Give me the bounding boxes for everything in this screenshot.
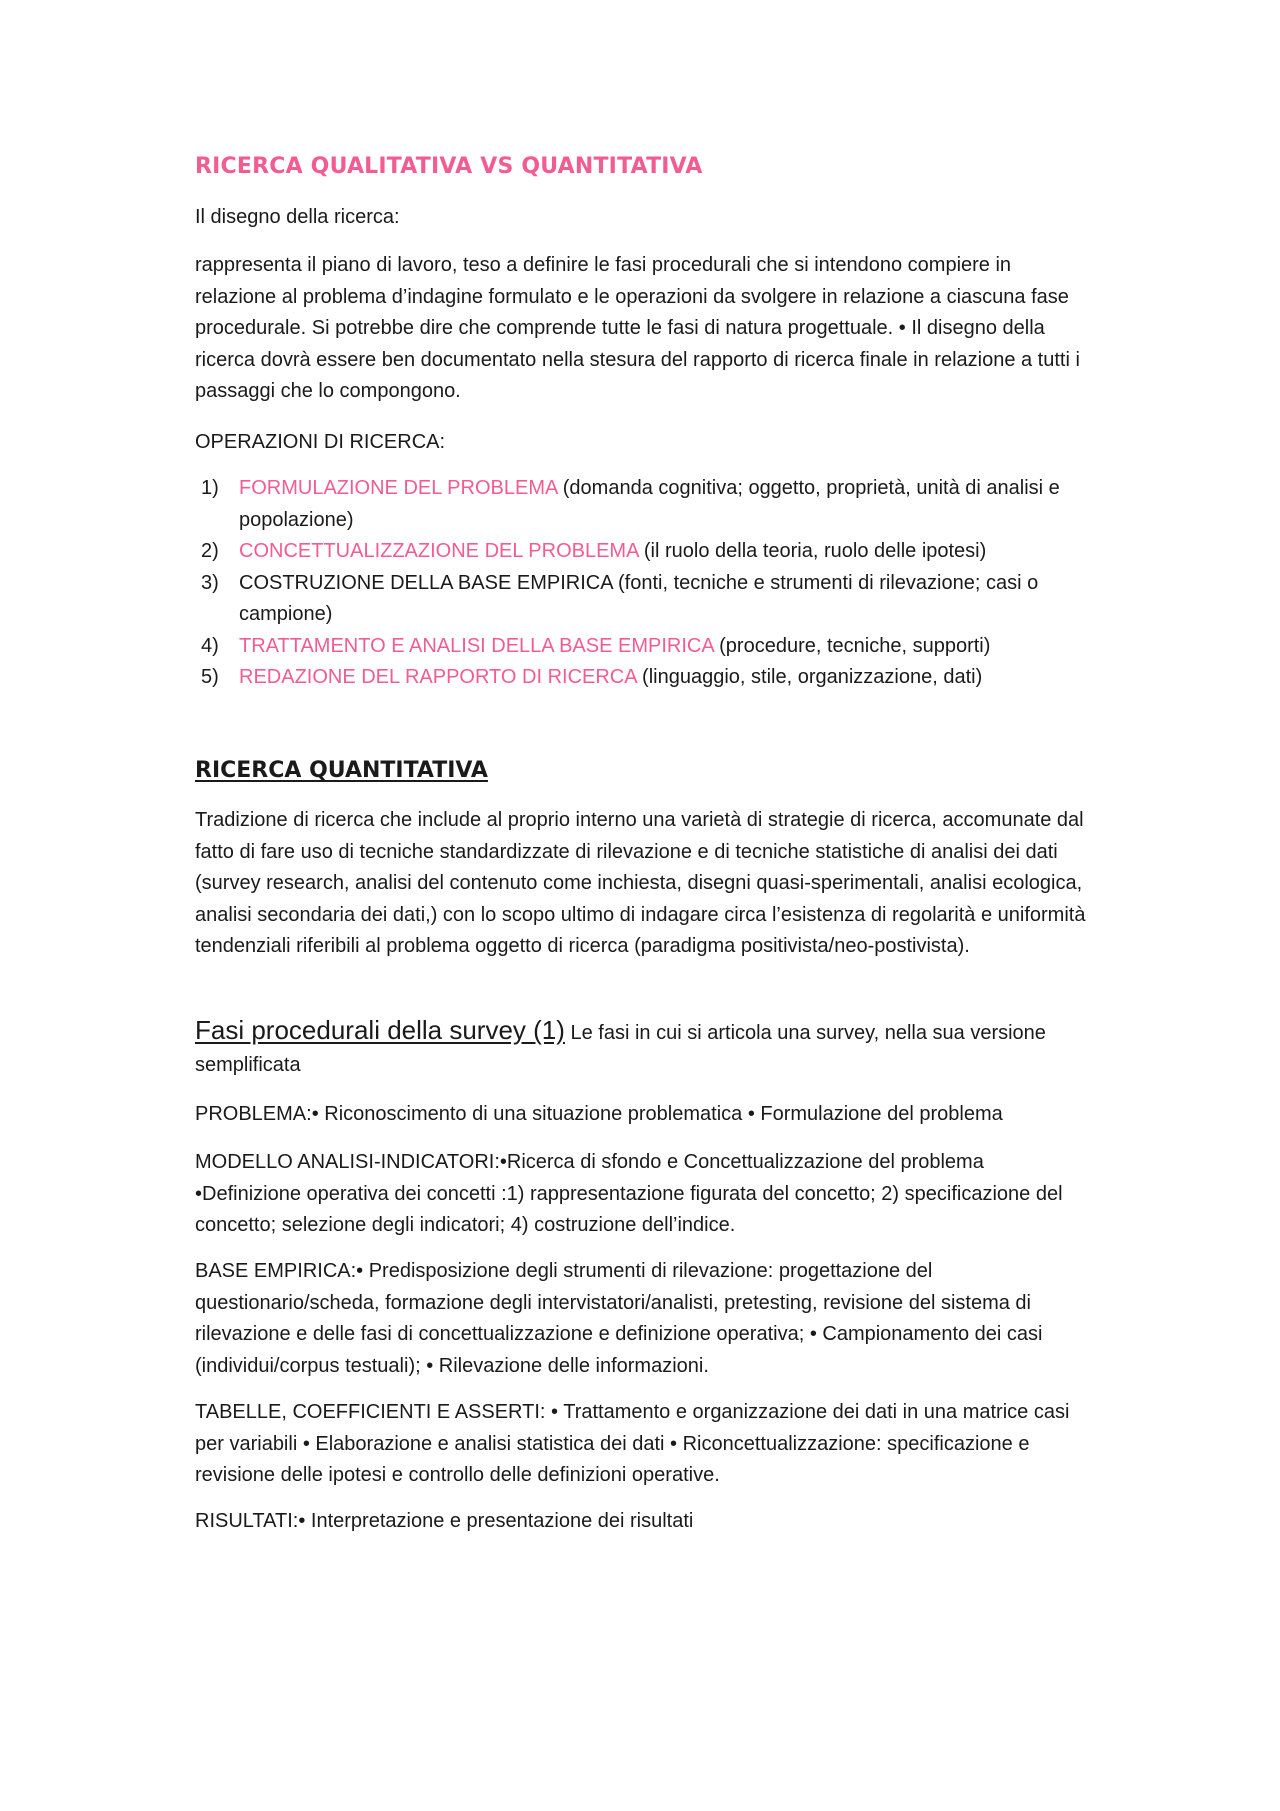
op-label: CONCETTUALIZZAZIONE DEL PROBLEMA xyxy=(239,540,639,562)
op-label: FORMULAZIONE DEL PROBLEMA xyxy=(239,477,558,499)
list-item xyxy=(195,568,1095,631)
op-detail: (domanda cognitiva; oggetto, proprietà, unità di analisi e popolazione) xyxy=(239,477,1060,531)
op-detail: (il ruolo della teoria, ruolo delle ipotesi) xyxy=(638,540,987,562)
subtitle-disegno: Il disegno della ricerca: xyxy=(195,206,400,228)
op-detail: (linguaggio, stile, organizzazione, dati) xyxy=(636,666,983,688)
paragraph-fasi xyxy=(195,1015,1095,1081)
operazioni-label: OPERAZIONI DI RICERCA: xyxy=(195,431,446,453)
list-item xyxy=(195,631,1095,663)
list-number: 2) xyxy=(201,540,219,562)
list-number: 1) xyxy=(201,477,219,499)
op-detail: (fonti, tecniche e strumenti di rilevazione; casi o campione) xyxy=(239,571,1039,625)
paragraph-problema: PROBLEMA:• Riconoscimento di una situazione problematica • Formulazione del problema xyxy=(195,1103,1003,1125)
op-label: TRATTAMENTO E ANALISI DELLA BASE EMPIRICA xyxy=(239,634,714,657)
paragraph-modello: MODELLO ANALISI-INDICATORI:•Ricerca di sfondo e Concettualizzazione del problema •Definizione operativa dei concetti :1) rappresentazione figurata del concetto; 2) specificazione del concetto; selezione degli indicatori; 4) costruzione dell’indice. xyxy=(195,1151,1063,1236)
paragraph-tabelle: TABELLE, COEFFICIENTI E ASSERTI: • Trattamento e organizzazione dei dati in una matrice casi per variabili • Elaborazione e analisi statistica dei dati • Riconcettualizzazione: specificazione e revisione delle ipotesi e controllo delle definizioni operative. xyxy=(195,1401,1070,1486)
list-item xyxy=(195,536,1095,568)
op-detail: (procedure, tecniche, supporti) xyxy=(713,634,991,657)
list-item xyxy=(195,662,1095,694)
fasi-text: Le fasi in cui si articola una survey, nella sua versione semplificata xyxy=(195,1022,1046,1076)
paragraph-base-empirica: BASE EMPIRICA:• Predisposizione degli strumenti di rilevazione: progettazione del questionario/scheda, formazione degli intervistatori/analisti, pretesting, revisione del sistema di rilevazione e delle fasi di concettualizzazione e definizione operativa; • Campionamento dei casi (individui/corpus testuali); • Rilevazione delle informazioni. xyxy=(195,1260,1043,1377)
list-number: 4) xyxy=(201,634,219,657)
paragraph-quantitativa: Tradizione di ricerca che include al proprio interno una varietà di strategie di ricerca, accomunate dal fatto di fare uso di tecniche standardizzate di rilevazione e di tecniche statistiche di analisi dei dati (survey research, analisi del contenuto come inchiesta, disegni quasi-sperimentali, analisi ecologica, analisi secondaria dei dati,) con lo scopo ultimo di indagare circa l’esistenza di regolarità e uniformità tendenziali riferibili al problema oggetto di ricerca (paradigma positivista/neo-postivista). xyxy=(195,809,1086,957)
list-number: 3) xyxy=(201,571,219,594)
list-number: 5) xyxy=(201,666,219,688)
op-label: COSTRUZIONE DELLA BASE EMPIRICA xyxy=(239,571,613,594)
paragraph-risultati: RISULTATI:• Interpretazione e presentazione dei risultati xyxy=(195,1510,694,1532)
section-title-qual-vs-quant: RICERCA QUALITATIVA VS QUANTITATIVA xyxy=(195,154,703,179)
list-item xyxy=(195,473,1095,536)
section-title-quantitativa: RICERCA QUANTITATIVA xyxy=(195,758,488,783)
operazioni-list xyxy=(195,473,1095,694)
fasi-heading: Fasi procedurali della survey (1) xyxy=(195,1015,565,1045)
op-label: REDAZIONE DEL RAPPORTO DI RICERCA xyxy=(239,666,637,688)
paragraph-disegno: rappresenta il piano di lavoro, teso a definire le fasi procedurali che si intendono compiere in relazione al problema d’indagine formulato e le operazioni da svolgere in relazione a ciascuna fase procedurale. Si potrebbe dire che comprende tutte le fasi di natura progettuale. • Il disegno della ricerca dovrà essere ben documentato nella stesura del rapporto di ricerca finale in relazione a tutti i passaggi che lo compongono. xyxy=(195,254,1080,402)
